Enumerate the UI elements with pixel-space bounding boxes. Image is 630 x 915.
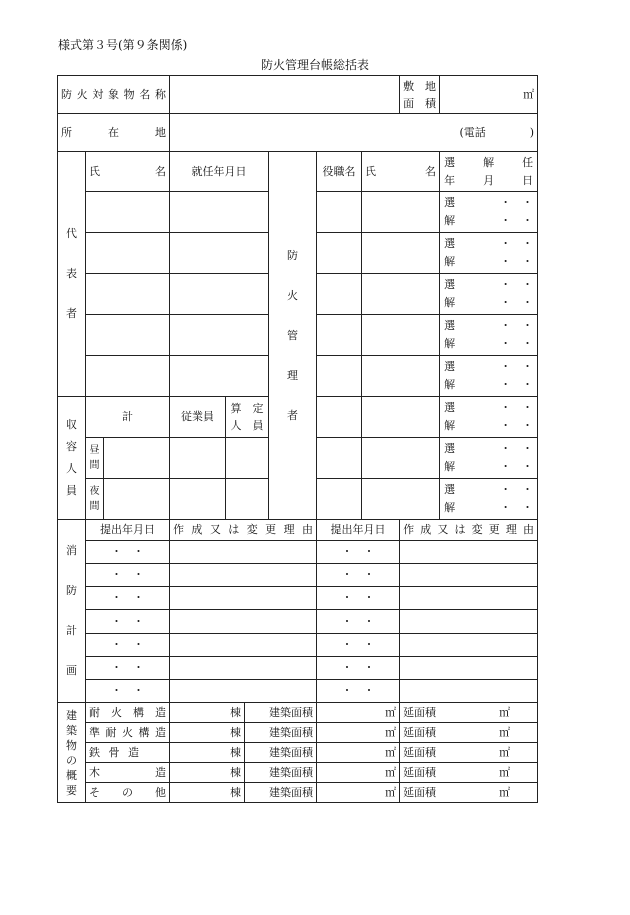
fm-name-header: 氏 名 bbox=[362, 152, 440, 192]
plan-date-field[interactable]: ・ ・ bbox=[86, 679, 170, 702]
nighttime-calc-field[interactable] bbox=[226, 479, 269, 520]
plan-reason-field[interactable] bbox=[170, 610, 317, 633]
building-area-field[interactable]: ㎡ bbox=[317, 743, 400, 763]
fm-name-field[interactable] bbox=[362, 233, 440, 274]
floor-area-field[interactable]: 延面積 ㎡ bbox=[400, 703, 538, 723]
fm-name-field[interactable] bbox=[362, 397, 440, 438]
building-area-label: 建築面積 bbox=[245, 723, 317, 743]
floor-area-field[interactable]: 延面積 ㎡ bbox=[400, 723, 538, 743]
plan-reason-field[interactable] bbox=[170, 541, 317, 564]
address-label: 所在地 bbox=[58, 114, 170, 152]
rep-date-field[interactable] bbox=[170, 233, 269, 274]
structure-type-label: 準耐火構造 bbox=[86, 723, 170, 743]
plan-reason-field[interactable] bbox=[170, 587, 317, 610]
target-name-field[interactable] bbox=[170, 76, 400, 114]
plan-date-field[interactable]: ・ ・ bbox=[317, 610, 400, 633]
building-area-label: 建築面積 bbox=[245, 743, 317, 763]
fire-manager-label: 防 火 管 理 者 bbox=[269, 152, 317, 520]
nighttime-label: 夜 間 bbox=[86, 479, 104, 520]
plan-reason-field[interactable] bbox=[400, 564, 538, 587]
rep-name-header: 氏 名 bbox=[86, 152, 170, 192]
plan-reason-header: 作成又は変更理由 bbox=[400, 520, 538, 541]
building-area-field[interactable]: ㎡ bbox=[317, 763, 400, 783]
daytime-total-field[interactable] bbox=[104, 438, 170, 479]
plan-reason-field[interactable] bbox=[170, 633, 317, 656]
capacity-total-header: 計 bbox=[86, 397, 170, 438]
fm-role-header: 役職名 bbox=[317, 152, 362, 192]
fire-plan-label: 消 防 計 画 bbox=[58, 520, 86, 703]
plan-date-field[interactable]: ・ ・ bbox=[317, 564, 400, 587]
summary-sheet bbox=[57, 75, 538, 803]
plan-date-field[interactable]: ・ ・ bbox=[86, 541, 170, 564]
structure-type-label: 鉄骨造 bbox=[86, 743, 170, 763]
fm-role-field[interactable] bbox=[317, 397, 362, 438]
fm-term-field[interactable]: 選 ・ ・ 解 ・ ・ bbox=[440, 438, 538, 479]
plan-reason-field[interactable] bbox=[400, 679, 538, 702]
fm-role-field[interactable] bbox=[317, 233, 362, 274]
fm-name-field[interactable] bbox=[362, 315, 440, 356]
fm-name-field[interactable] bbox=[362, 479, 440, 520]
building-count-field[interactable]: 棟 bbox=[170, 723, 245, 743]
structure-type-label: 耐火構造 bbox=[86, 703, 170, 723]
building-area-field[interactable]: ㎡ bbox=[317, 703, 400, 723]
plan-date-field[interactable]: ・ ・ bbox=[86, 610, 170, 633]
fm-term-field[interactable]: 選 ・ ・ 解 ・ ・ bbox=[440, 356, 538, 397]
fm-role-field[interactable] bbox=[317, 479, 362, 520]
site-area-label: 敷 地 面 積 bbox=[400, 76, 440, 114]
representative-label: 代 表 者 bbox=[58, 152, 86, 397]
fm-name-field[interactable] bbox=[362, 356, 440, 397]
nighttime-total-field[interactable] bbox=[104, 479, 170, 520]
plan-reason-field[interactable] bbox=[400, 633, 538, 656]
plan-reason-field[interactable] bbox=[400, 587, 538, 610]
plan-reason-field[interactable] bbox=[170, 679, 317, 702]
rep-name-field[interactable] bbox=[86, 356, 170, 397]
site-area-field[interactable] bbox=[440, 76, 538, 114]
floor-area-field[interactable]: 延面積 ㎡ bbox=[400, 783, 538, 803]
rep-name-field[interactable] bbox=[86, 233, 170, 274]
plan-date-field[interactable]: ・ ・ bbox=[86, 633, 170, 656]
rep-name-field[interactable] bbox=[86, 315, 170, 356]
plan-reason-field[interactable] bbox=[170, 656, 317, 679]
tel-label: (電話 ) bbox=[459, 125, 535, 139]
rep-name-field[interactable] bbox=[86, 192, 170, 233]
plan-date-field[interactable]: ・ ・ bbox=[317, 679, 400, 702]
capacity-calc-header: 算 定 人 員 bbox=[226, 397, 269, 438]
plan-date-field[interactable]: ・ ・ bbox=[317, 633, 400, 656]
fm-role-field[interactable] bbox=[317, 356, 362, 397]
plan-reason-header: 作成又は変更理由 bbox=[170, 520, 317, 541]
plan-date-field[interactable]: ・ ・ bbox=[317, 541, 400, 564]
plan-date-header: 提出年月日 bbox=[317, 520, 400, 541]
fm-role-field[interactable] bbox=[317, 438, 362, 479]
plan-date-field[interactable]: ・ ・ bbox=[86, 564, 170, 587]
plan-date-field[interactable]: ・ ・ bbox=[317, 656, 400, 679]
floor-area-field[interactable]: 延面積 ㎡ bbox=[400, 763, 538, 783]
fm-role-field[interactable] bbox=[317, 274, 362, 315]
structure-type-label: 木造 bbox=[86, 763, 170, 783]
building-count-field[interactable]: 棟 bbox=[170, 703, 245, 723]
daytime-staff-field[interactable] bbox=[170, 438, 226, 479]
form-title: 防火管理台帳総括表 bbox=[260, 58, 369, 72]
rep-name-field[interactable] bbox=[86, 274, 170, 315]
building-area-label: 建築面積 bbox=[245, 703, 317, 723]
building-count-field[interactable]: 棟 bbox=[170, 783, 245, 803]
fm-name-field[interactable] bbox=[362, 438, 440, 479]
nighttime-staff-field[interactable] bbox=[170, 479, 226, 520]
fm-term-field[interactable]: 選 ・ ・ 解 ・ ・ bbox=[440, 233, 538, 274]
fm-name-field[interactable] bbox=[362, 274, 440, 315]
fm-term-field[interactable]: 選 ・ ・ 解 ・ ・ bbox=[440, 315, 538, 356]
rep-date-field[interactable] bbox=[170, 315, 269, 356]
fm-term-field[interactable]: 選 ・ ・ 解 ・ ・ bbox=[440, 397, 538, 438]
building-area-label: 建築面積 bbox=[245, 783, 317, 803]
building-area-field[interactable]: ㎡ bbox=[317, 723, 400, 743]
fm-term-header: 選 解 任 年 月 日 bbox=[440, 152, 538, 192]
building-count-field[interactable]: 棟 bbox=[170, 743, 245, 763]
daytime-calc-field[interactable] bbox=[226, 438, 269, 479]
daytime-label: 昼 間 bbox=[86, 438, 104, 479]
plan-reason-field[interactable] bbox=[400, 541, 538, 564]
building-area-field[interactable]: ㎡ bbox=[317, 783, 400, 803]
plan-date-header: 提出年月日 bbox=[86, 520, 170, 541]
rep-date-field[interactable] bbox=[170, 192, 269, 233]
plan-reason-field[interactable] bbox=[170, 564, 317, 587]
floor-area-field[interactable]: 延面積 ㎡ bbox=[400, 743, 538, 763]
fm-term-field[interactable]: 選 ・ ・ 解 ・ ・ bbox=[440, 274, 538, 315]
plan-reason-field[interactable] bbox=[400, 656, 538, 679]
structure-type-label: その他 bbox=[86, 783, 170, 803]
rep-date-field[interactable] bbox=[170, 356, 269, 397]
fm-term-field[interactable]: 選 ・ ・ 解 ・ ・ bbox=[440, 479, 538, 520]
fm-name-field[interactable] bbox=[362, 192, 440, 233]
fm-role-field[interactable] bbox=[317, 315, 362, 356]
plan-date-field[interactable]: ・ ・ bbox=[86, 587, 170, 610]
address-field[interactable] bbox=[170, 114, 538, 152]
rep-date-header: 就任年月日 bbox=[170, 152, 269, 192]
unit-m2: ㎡ bbox=[523, 87, 535, 101]
plan-reason-field[interactable] bbox=[400, 610, 538, 633]
plan-date-field[interactable]: ・ ・ bbox=[86, 656, 170, 679]
rep-date-field[interactable] bbox=[170, 274, 269, 315]
target-name-label: 防火対象物名称 bbox=[58, 76, 170, 114]
capacity-label: 収 容 人 員 bbox=[58, 397, 86, 520]
plan-date-field[interactable]: ・ ・ bbox=[317, 587, 400, 610]
form-number-label: 様式第３号(第９条関係) bbox=[58, 38, 188, 52]
building-count-field[interactable]: 棟 bbox=[170, 763, 245, 783]
fm-role-field[interactable] bbox=[317, 192, 362, 233]
building-area-label: 建築面積 bbox=[245, 763, 317, 783]
capacity-staff-header: 従業員 bbox=[170, 397, 226, 438]
building-overview-label: 建 築 物 の 概 要 bbox=[58, 703, 86, 803]
fm-term-field[interactable]: 選 ・ ・ 解 ・ ・ bbox=[440, 192, 538, 233]
